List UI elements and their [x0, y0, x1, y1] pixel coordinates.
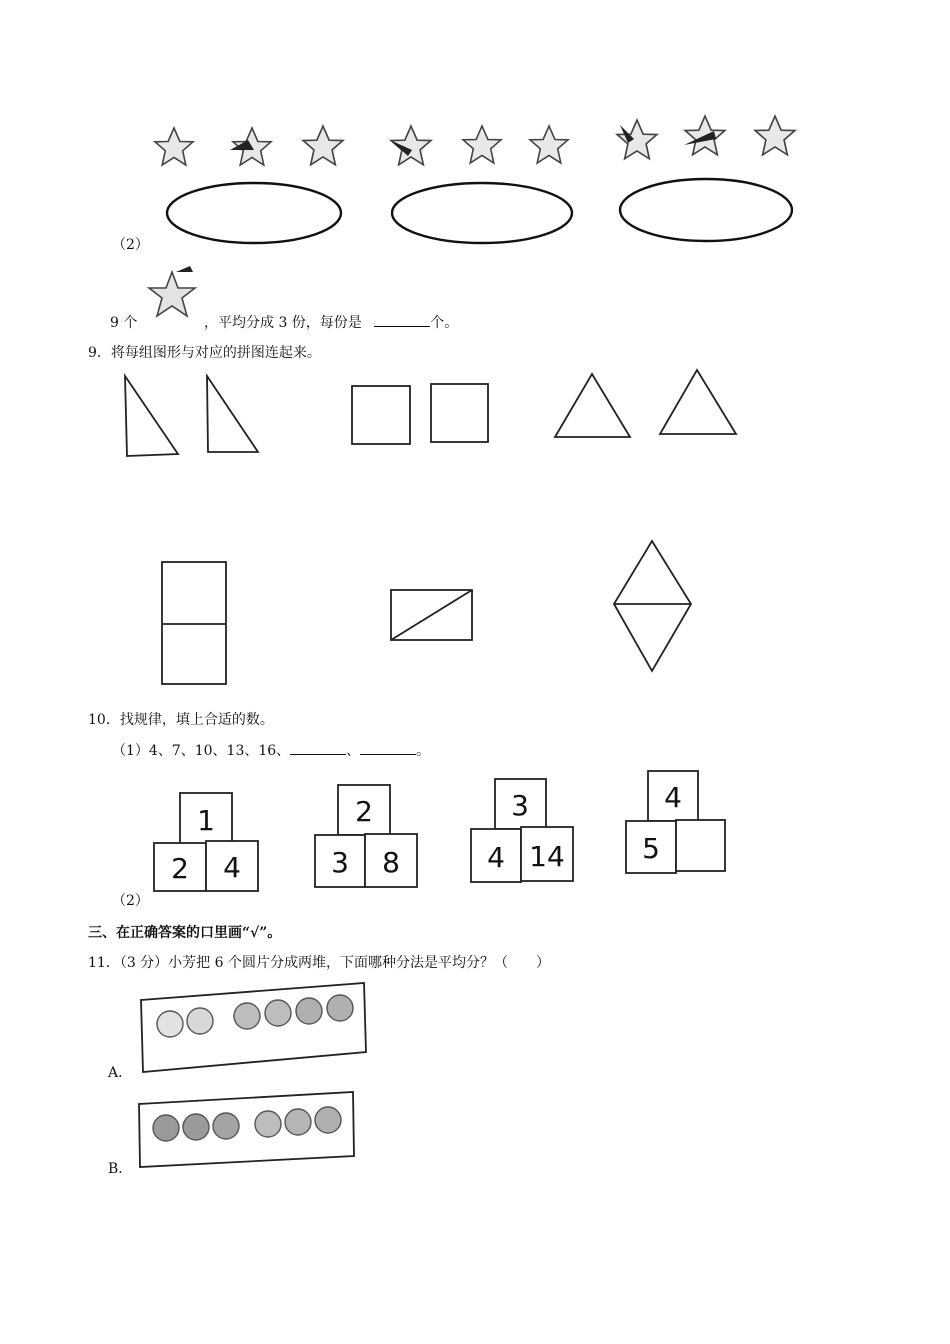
q8-line-prefix: 9 个 [110, 315, 138, 331]
pyramid-2-right: 8 [382, 846, 400, 879]
pyramid-3-right: 14 [529, 840, 565, 873]
disc-icon [315, 1107, 341, 1133]
q11-option-a[interactable]: A． [108, 1065, 133, 1081]
pyramid-2-top: 2 [355, 795, 373, 828]
pyramid-2-left: 3 [331, 846, 349, 879]
pyramid-1-right: 4 [223, 851, 241, 884]
pyramid-1-top: 1 [197, 804, 215, 837]
pyramid-4-top: 4 [664, 781, 682, 814]
disc-icon [255, 1111, 281, 1137]
disc-icon [285, 1109, 311, 1135]
q8-line-unit: 个。 [430, 315, 459, 331]
disc-icon [183, 1114, 209, 1140]
disc-icon [187, 1008, 213, 1034]
disc-icon [296, 998, 322, 1024]
q11-prompt: 11．（3 分）小芳把 6 个圆片分成两堆，下面哪种分法是平均分？（ ） [88, 955, 550, 971]
q10-end: 。 [416, 743, 431, 759]
disc-icon [153, 1115, 179, 1141]
disc-icon [265, 1000, 291, 1026]
disc-icon [234, 1003, 260, 1029]
pyramid-4-left: 5 [642, 832, 660, 865]
q11-option-b[interactable]: B． [108, 1161, 133, 1177]
q10-separator: 、 [346, 743, 361, 759]
section3-title: 三、在正确答案的口里画“√”。 [88, 925, 282, 941]
pyramid-3-left: 4 [487, 841, 505, 874]
disc-icon [213, 1113, 239, 1139]
pyramid-1-left: 2 [171, 852, 189, 885]
pyramid-3-top: 3 [511, 789, 529, 822]
disc-icon [157, 1011, 183, 1037]
q10-sequence: （1）4、7、10、13、16、 [112, 743, 291, 759]
q10-part2-label: （2） [112, 893, 149, 909]
q8-line-text: ，平均分成 3 份，每份是 [204, 315, 362, 331]
disc-icon [327, 995, 353, 1021]
q8-part2-label: （2） [112, 237, 149, 253]
q9-prompt: 9．将每组图形与对应的拼图连起来。 [88, 345, 321, 361]
q10-prompt: 10．找规律，填上合适的数。 [88, 712, 274, 728]
